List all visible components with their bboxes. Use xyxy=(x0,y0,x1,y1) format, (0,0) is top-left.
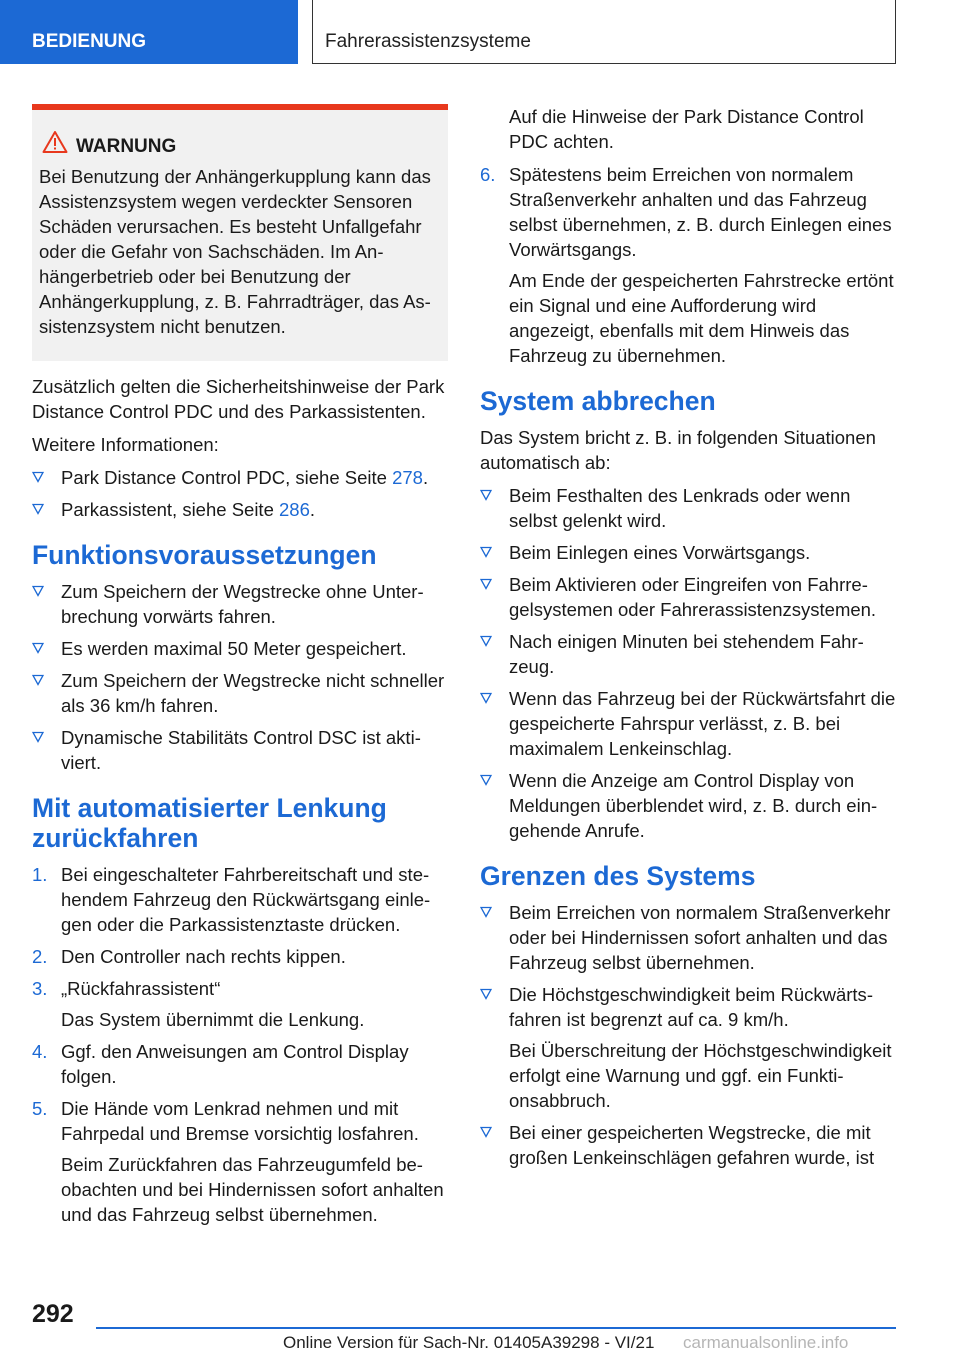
intro-text: Zusätzlich gelten die Sicherheitshinweise der Park Distance Control PDC und des Parkassistenten. xyxy=(32,376,445,422)
step-number: 3. xyxy=(32,978,48,999)
step-note: Beim Zurückfahren das Fahrzeugumfeld beobachten und bei Hindernissen sofort anhalten und das Fahrzeug selbst übernehmen. xyxy=(61,1154,444,1225)
step-item: 6. Spätestens beim Erreichen von normalem Straßenverkehr anhalten und das Fahrzeug selbst übernehmen, z. B. durch Einlegen eines Vorwärtsgangs. Am Ende der gespeicherten Fahrstrecke ertönt ein Signal und eine Aufforderung wird angezeigt, ebenfalls mit dem Hinweis das Fahrzeug zu übernehmen. xyxy=(480,162,896,368)
limit-note: Bei Überschreitung der Höchstgeschwindigkeit erfolgt eine Warnung und ggf. ein Funktionsabbruch. xyxy=(509,1040,892,1111)
more-info-label: Weitere Informationen: xyxy=(32,434,219,455)
step-continued-text: Auf die Hinweise der Park Distance Control PDC achten. xyxy=(509,106,864,152)
step-item: 5. Die Hände vom Lenkrad nehmen und mit Fahrpedal und Bremse vorsichtig losfahren. Beim Zurückfahren das Fahrzeugumfeld beobachten und bei Hindernissen sofort anhalten und das Fahrzeug selbst übernehmen. xyxy=(32,1096,448,1227)
triangle-bullet-icon xyxy=(32,642,44,654)
limits-heading: Grenzen des Systems xyxy=(480,861,756,891)
online-version-text: Online Version für Sach-Nr. 01405A39298 - VI/21 xyxy=(283,1333,655,1352)
step-number: 1. xyxy=(32,864,48,885)
page-link-286[interactable]: 286 xyxy=(279,499,310,520)
limits-list xyxy=(480,900,896,1170)
triangle-bullet-icon xyxy=(480,774,492,786)
step-note: Das System übernimmt die Lenkung. xyxy=(61,1009,365,1030)
triangle-bullet-icon xyxy=(480,906,492,918)
abort-heading: System abbrechen xyxy=(480,386,716,416)
triangle-bullet-icon xyxy=(32,585,44,597)
list-item: Bei einer gespeicherten Wegstrecke, die mit großen Lenkeinschlägen gefahren wurde, ist xyxy=(480,1120,896,1170)
auto-steering-steps xyxy=(32,862,448,1227)
right-column xyxy=(480,104,896,1177)
reference-list xyxy=(32,465,448,522)
requirements-list xyxy=(32,579,448,775)
warning-box xyxy=(32,104,448,361)
list-item: Wenn die Anzeige am Control Display von Meldungen überblendet wird, z. B. durch eingehende Anrufe. xyxy=(480,768,896,843)
requirements-heading: Funktionsvoraussetzungen xyxy=(32,540,377,570)
list-item: Beim Erreichen von normalem Straßenverkehr oder bei Hindernissen sofort anhalten und das Fahrzeug selbst übernehmen. xyxy=(480,900,896,975)
triangle-bullet-icon xyxy=(480,692,492,704)
step-number: 2. xyxy=(32,946,48,967)
triangle-bullet-icon xyxy=(480,546,492,558)
page-link-278[interactable]: 278 xyxy=(392,467,423,488)
header-section-label: BEDIENUNG xyxy=(0,0,298,64)
triangle-bullet-icon xyxy=(32,471,44,483)
warning-text: Bei Benutzung der Anhängerkupplung kann das Assistenzsystem wegen verdeckter Sensoren Schäden verursachen. Es besteht Unfallgefahr oder die Gefahr von Sachschäden. Im Anhängerbetrieb oder bei Benutzung der Anhängerkupplung, z. B. Fahrradträger, das Assistenzsystem nicht benutzen. xyxy=(39,166,431,337)
step-number: 5. xyxy=(32,1098,48,1119)
left-column xyxy=(32,104,448,1234)
list-item: Park Distance Control PDC, siehe Seite 278. xyxy=(32,465,448,490)
list-item: Dynamische Stabilitäts Control DSC ist aktiviert. xyxy=(32,725,448,775)
auto-steering-steps-continued xyxy=(480,162,896,368)
step-note: Am Ende der gespeicherten Fahrstrecke ertönt ein Signal und eine Aufforderung wird angezeigt, ebenfalls mit dem Hinweis das Fahrzeug zu übernehmen. xyxy=(509,270,894,366)
list-item: Zum Speichern der Wegstrecke ohne Unterbrechung vorwärts fahren. xyxy=(32,579,448,629)
list-item: Es werden maximal 50 Meter gespeichert. xyxy=(32,636,448,661)
list-item: Zum Speichern der Wegstrecke nicht schneller als 36 km/h fahren. xyxy=(32,668,448,718)
triangle-bullet-icon xyxy=(480,578,492,590)
list-item: Beim Aktivieren oder Eingreifen von Fahrregelsystemen oder Fahrerassistenzsystemen. xyxy=(480,572,896,622)
step-item: 3. „Rückfahrassistent“ Das System übernimmt die Lenkung. xyxy=(32,976,448,1032)
list-item: Die Höchstgeschwindigkeit beim Rückwärtsfahren ist begrenzt auf ca. 9 km/h. Bei Überschreitung der Höchstgeschwindigkeit erfolgt eine Warnung und ggf. ein Funktionsabbruch. xyxy=(480,982,896,1113)
triangle-bullet-icon xyxy=(480,988,492,1000)
step-number: 4. xyxy=(32,1041,48,1062)
list-item: Nach einigen Minuten bei stehendem Fahrzeug. xyxy=(480,629,896,679)
step-item: 2. Den Controller nach rechts kippen. xyxy=(32,946,346,967)
triangle-bullet-icon xyxy=(32,731,44,743)
list-item: Wenn das Fahrzeug bei der Rückwärtsfahrt die gespeicherte Fahrspur verlässt, z. B. bei maximalem Lenkeinschlag. xyxy=(480,686,896,761)
triangle-bullet-icon xyxy=(480,635,492,647)
warning-triangle-icon xyxy=(42,130,68,154)
list-item: Beim Festhalten des Lenkrads oder wenn selbst gelenkt wird. xyxy=(480,483,896,533)
triangle-bullet-icon xyxy=(32,674,44,686)
triangle-bullet-icon xyxy=(480,489,492,501)
step-number: 6. xyxy=(480,164,496,185)
auto-steering-heading: Mit automatisierter Lenkung zurückfahren xyxy=(32,793,387,853)
page-number: 292 xyxy=(32,1300,74,1328)
triangle-bullet-icon xyxy=(480,1126,492,1138)
warning-title: WARNUNG xyxy=(76,136,177,157)
abort-list xyxy=(480,483,896,843)
abort-intro: Das System bricht z. B. in folgenden Situationen automatisch ab: xyxy=(480,427,876,473)
step-item: 4. Ggf. den Anweisungen am Control Display folgen. xyxy=(32,1041,409,1087)
list-item: Parkassistent, siehe Seite 286. xyxy=(32,497,448,522)
step-item: 1. Bei eingeschalteter Fahrbereitschaft und stehendem Fahrzeug den Rückwärtsgang einlegen oder die Parkassistenztaste drücken. xyxy=(32,864,431,935)
footer-divider xyxy=(96,1327,896,1329)
watermark-text: carmanualsonline.info xyxy=(683,1333,849,1352)
triangle-bullet-icon xyxy=(32,503,44,515)
list-item: Beim Einlegen eines Vorwärtsgangs. xyxy=(480,540,896,565)
header-chapter-label: Fahrerassistenzsysteme xyxy=(312,0,896,64)
